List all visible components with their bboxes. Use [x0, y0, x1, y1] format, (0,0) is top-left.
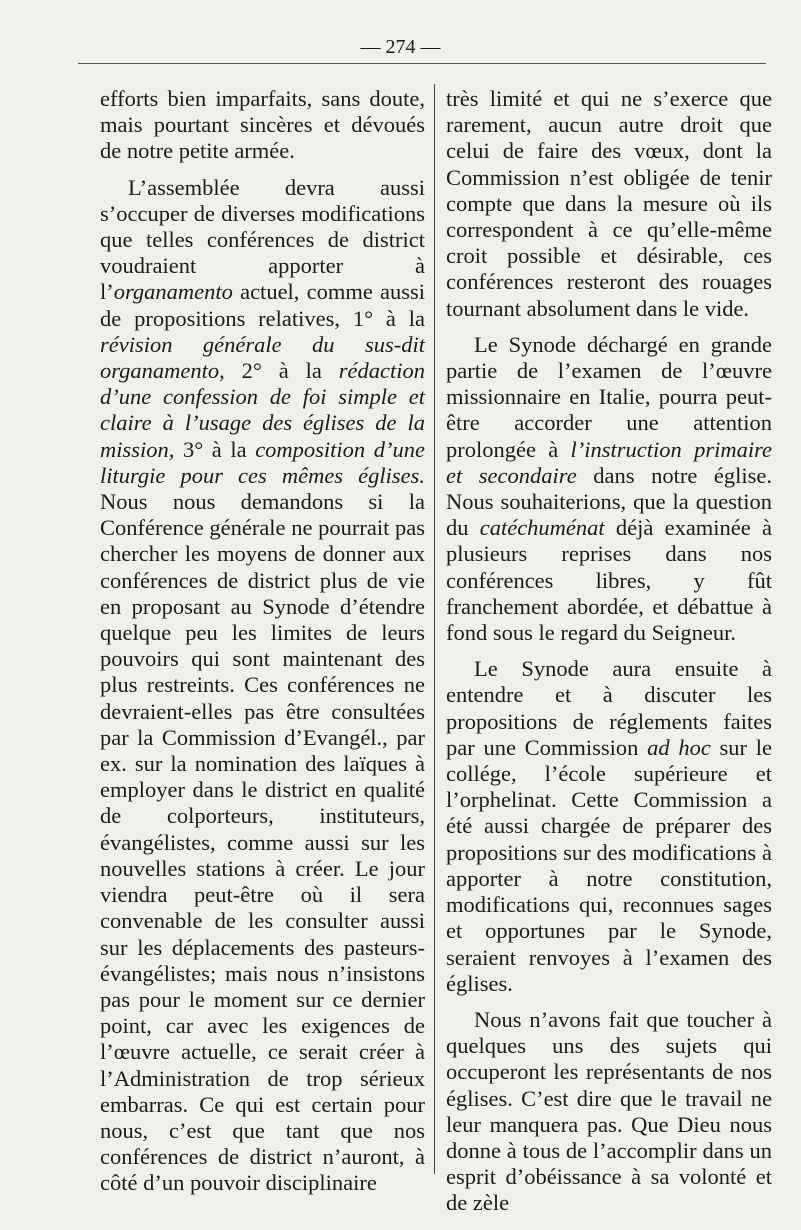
page-number: — 274 —	[360, 36, 441, 58]
right-paragraph-2	[446, 332, 772, 646]
column-divider	[434, 84, 435, 1174]
right-paragraph-3	[446, 656, 772, 997]
italic-run: organamento	[113, 279, 233, 305]
italic-run: révision générale du sus-dit organamento,	[100, 331, 425, 384]
text-run: 2° à la	[224, 358, 339, 384]
text-run: actuel, comme aussi de propositions relatives, 1° à la	[100, 279, 425, 331]
right-paragraph-1: très limité et qui ne s’exerce que rarement, aucun autre droit que celui de faire des vœux, dont la Commission n’est obligée de tenir compte que dans la mesure où ils correspondent à ce qu’elle-même croit possible et désirable, ces conférences resteront des rouages tournant absolument dans le vide.	[446, 86, 772, 321]
text-run: déjà examinée à plusieurs reprises dans nos conférences libres, y fût franchement abordée, et débattue à fond sous le regard du Seigneur.	[446, 515, 772, 646]
italic-run: ad hoc	[647, 734, 711, 760]
right-paragraph-4: Nous n’avons fait que toucher à quelques uns des sujets qui occuperont les représentants de nos églises. C’est dire que le travail ne leur manquera pas. Que Dieu nous donne à tous de l’accomplir dans un esprit d’obéissance à sa volonté et de zèle	[446, 1006, 772, 1216]
left-paragraph-1: efforts bien imparfaits, sans doute, mais pourtant sincères et dévoués de notre petite armée.	[100, 86, 425, 164]
left-column	[100, 86, 425, 1207]
text-run: sur le collége, l’école supérieure et l’orphelinat. Cette Commission a été aussi chargée de préparer des propositions sur des modifications à apporter à notre constitution, modifications qui, reconnues sages et opportunes par le Synode, seraient renvoyes à l’examen des églises.	[446, 734, 772, 996]
italic-run: composition d’une liturgie pour ces mêmes églises.	[100, 436, 425, 488]
text-run: Le Synode aura ensuite à entendre et à discuter les propositions de réglements faites par une Commission	[446, 656, 772, 760]
right-column	[446, 86, 772, 1227]
text-run: 3° à la	[174, 436, 256, 462]
italic-run: l’instruction primaire et secondaire	[446, 436, 772, 488]
text-run: dans notre église. Nous souhaiterions, que la question du	[446, 462, 772, 541]
text-run: Nous nous demandons si la Conférence générale ne pourrait pas chercher les moyens de donner aux conférences de district plus de vie en proposant au Synode d’étendre quelque peu les limites de leurs pouvoirs qui sont maintenant des plus restreints. Ces conférences ne devraient-elles pas être consultées par la Commission d’Evangél., par ex. sur la nomination des laïques à employer dans le district en qualité de colporteurs, instituteurs, évangélistes, comme aussi sur les nouvelles stations à créer. Le jour viendra peut-être où il sera convenable de les consulter aussi sur les déplacements des pasteurs-évangélistes; mais nous n’insistons pas pour le moment sur ce dernier point, car avec les exigences de l’œuvre actuelle, ce serait créer à l’Administration de trop sérieux embarras. Ce qui est certain pour nous, c’est que tant que nos conférences de district n’auront, à côté d’un pouvoir disciplinaire	[100, 489, 425, 1196]
text-run: L’assemblée devra aussi s’occuper de diverses modifications que telles conférences de district voudraient apporter à l’	[100, 174, 425, 305]
header-rule	[78, 63, 766, 64]
text-run: Le Synode déchargé en grande partie de l’examen de l’œuvre missionnaire en Italie, pourra peut-être accorder une attention prolongée à	[446, 331, 772, 462]
italic-run: catéchuménat	[479, 515, 605, 541]
italic-run: rédaction d’une confession de foi simple et claire à l’usage des églises de la mission,	[100, 358, 425, 462]
left-paragraph-2	[100, 175, 425, 1197]
